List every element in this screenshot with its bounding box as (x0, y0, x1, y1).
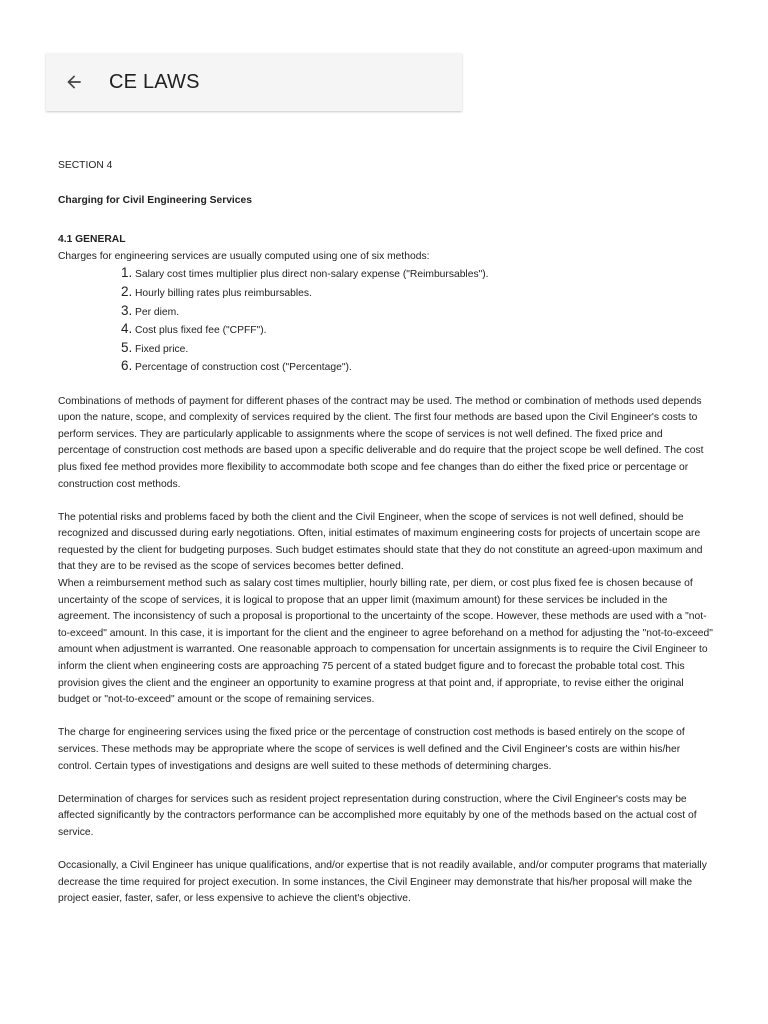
list-text: Hourly billing rates plus reimbursables. (135, 287, 312, 299)
paragraph: The charge for engineering services using the fixed price or the percentage of construction cost methods is based entirely on the scope of services. These methods may be appropriate where the scope of services is well defined and the Civil Engineer's costs are within his/her control. Certain types of investigations and designs are well suited to these methods of determining charges. (58, 727, 685, 772)
section-label: SECTION 4 (58, 160, 113, 171)
intro-text: Charges for engineering services are usually computed using one of six methods: (58, 250, 430, 262)
document-title: Charging for Civil Engineering Services (58, 194, 252, 206)
arrow-back-icon (64, 72, 84, 92)
list-item (121, 284, 713, 303)
list-number: 2. (121, 283, 133, 299)
paragraph: When a reimbursement method such as salary cost times multiplier, hourly billing rate, per diem, or cost plus fixed fee is chosen because of uncertainty of the scope of services, it is logical to propose that an upper limit (maximum amount) for these services be included in the agreement. The inconsistency of such a proposal is proportional to the uncertainty of the scope. However, these methods are used with a "not-to-exceed" amount. In this case, it is important for the client and the engineer to agree beforehand on a method for adjusting the "not-to-exceed" amount when adjustment is warranted. One reasonable approach to compensation for uncertain assignments is to require the Civil Engineer to inform the client when engineering costs are approaching 75 percent of a stated budget figure and to forecast the probable total cost. This provision gives the client and the engineer an opportunity to examine progress at that point and, if appropriate, to revise either the original budget or "not-to-exceed" amount or the scope of remaining services. (58, 578, 713, 706)
list-number: 1. (121, 265, 133, 281)
list-number: 4. (121, 321, 133, 337)
list-item (121, 321, 713, 340)
methods-list (58, 265, 713, 377)
list-number: 6. (121, 358, 133, 374)
list-item (121, 303, 713, 322)
list-number: 3. (121, 302, 133, 318)
paragraph: Determination of charges for services such as resident project representation during construction, where the Civil Engineer's costs may be affected significantly by the contractors performance can be accomplished more equitably by one of the methods based on the actual cost of service. (58, 793, 697, 838)
paragraph: Combinations of methods of payment for different phases of the contract may be used. The method or combination of methods used depends upon the nature, scope, and complexity of services required by the client. The first four methods are based upon the Civil Engineer's costs to perform services. They are particularly applicable to assignments where the scope of services is not well defined. The fixed price and percentage of construction cost methods are based upon a specific deliverable and do require that the project scope be well defined. The cost plus fixed fee method provides more flexibility to accommodate both scope and fee changes than do either the fixed price or percentage or construction cost methods. (58, 395, 704, 490)
list-text: Per diem. (135, 306, 180, 318)
document-content (58, 158, 713, 908)
list-text: Percentage of construction cost ("Percentage"). (135, 362, 352, 374)
paragraph: Occasionally, a Civil Engineer has unique qualifications, and/or expertise that is not readily available, and/or computer programs that materially decrease the time required for project execution. In some instances, the Civil Engineer may demonstrate that his/her proposal will make the project easier, faster, safer, or less expensive to achieve the client's objective. (58, 860, 707, 905)
paragraph: The potential risks and problems faced by both the client and the Civil Engineer, when the scope of services is not well defined, should be recognized and discussed during early negotiations. Often, initial estimates of maximum engineering costs for projects of uncertain scope are requested by the client for budgeting purposes. Such budget estimates should state that they do not constitute an agreed-upon maximum and that they are to be revised as the scope of services becomes better defined. (58, 511, 703, 573)
app-title: CE LAWS (109, 70, 200, 93)
list-item (121, 358, 713, 377)
list-item (121, 265, 713, 284)
list-item (121, 340, 713, 359)
list-text: Fixed price. (135, 343, 189, 355)
subheading-general: 4.1 GENERAL (58, 234, 126, 246)
app-bar (46, 53, 462, 111)
list-number: 5. (121, 339, 133, 355)
back-button[interactable] (62, 70, 86, 94)
list-text: Cost plus fixed fee ("CPFF"). (135, 325, 267, 337)
list-text: Salary cost times multiplier plus direct non-salary expense ("Reimbursables"). (135, 269, 489, 281)
